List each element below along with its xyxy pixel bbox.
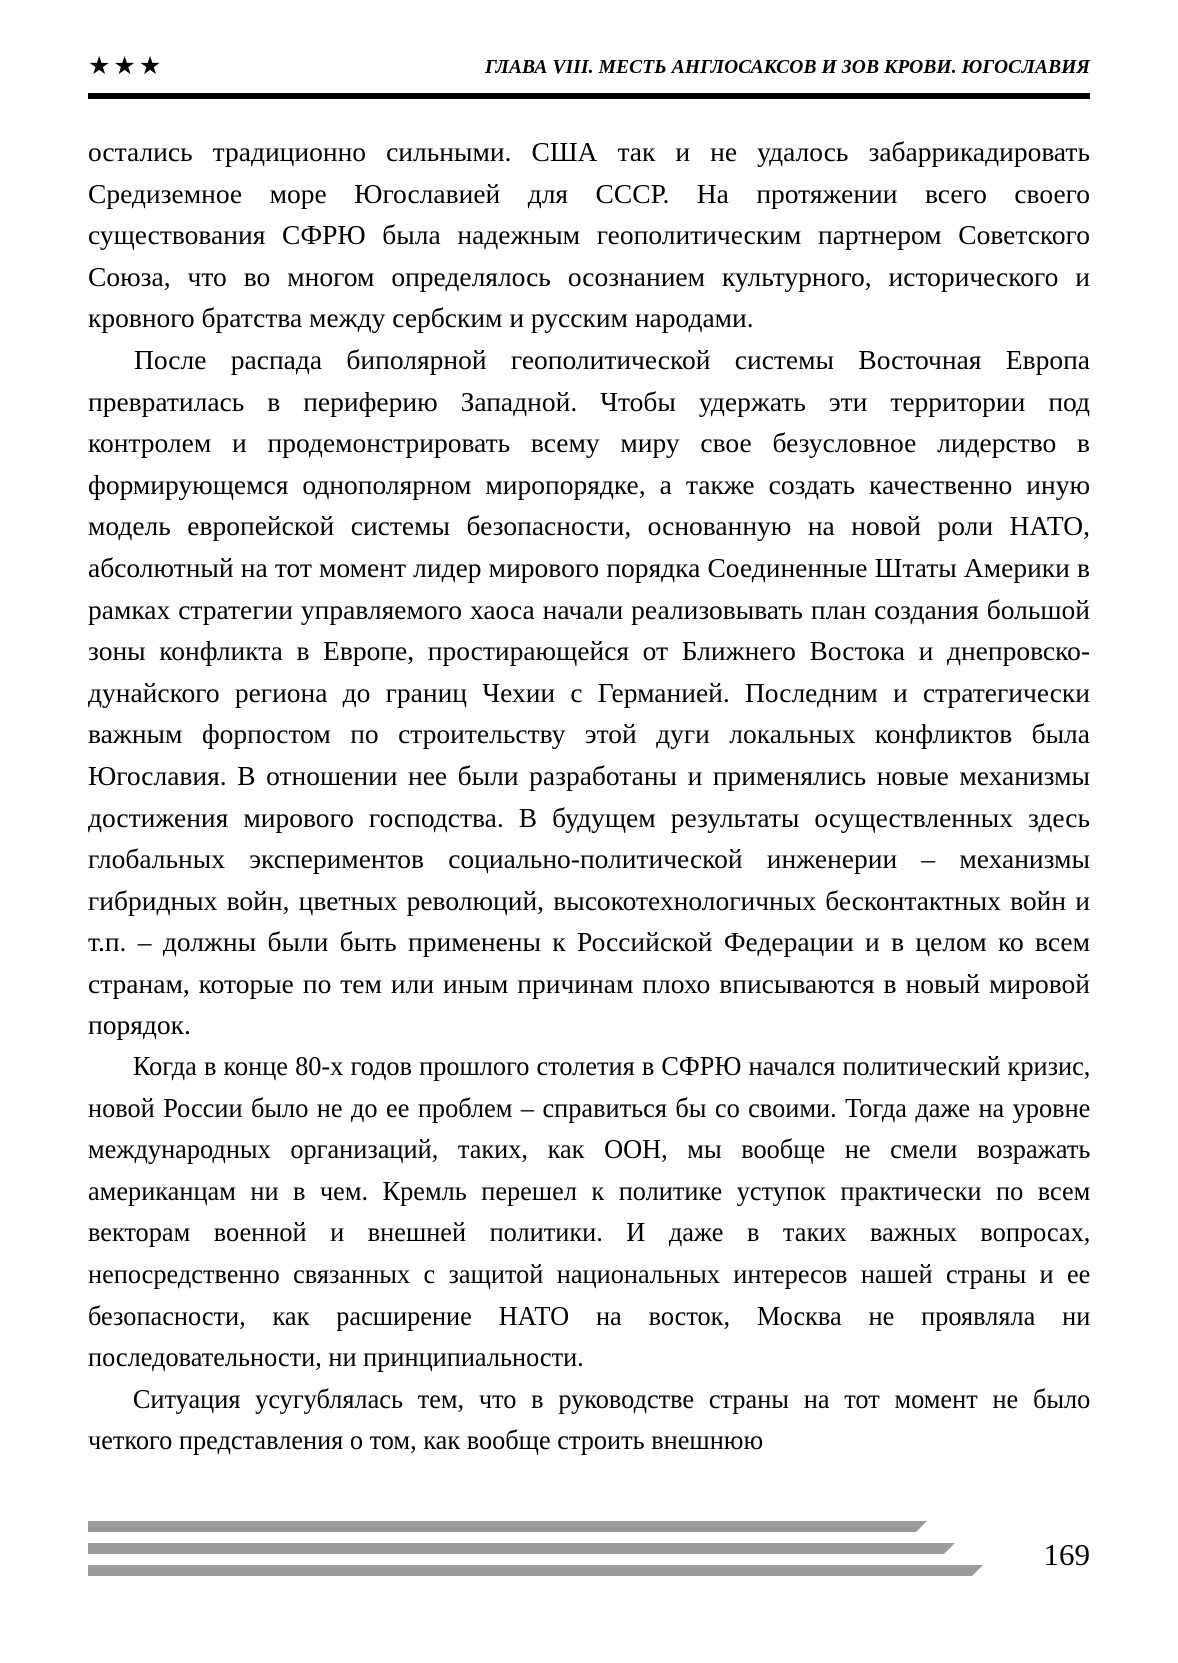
paragraph: Ситуация усугублялась тем, что в руководстве страны на тот момент не было четкого представления о том, как вообще строить внешнюю: [88, 1383, 1091, 1456]
header-divider: [88, 93, 1090, 99]
paragraph: остались традиционно сильными. США так и не удалось забаррикадировать Средиземное море Югославией для СССР. На протяжении всего своего существования СФРЮ была надежным геополитическим партнером Советского Союза, что во многом определялось осознанием культурного, исторического и кровного братства между сербским и русским народами.: [88, 136, 1090, 334]
footer-bar-1: [88, 1521, 916, 1532]
paragraph: После распада биполярной геополитической системы Восточная Европа превратилась в периферию Западной. Чтобы удержать эти территории под контролем и продемонстрировать всему миру свое безусловное лидерство в формирующемся однополярном миропорядке, а также создать качественно иную модель европейской системы безопасности, основанную на новой роли НАТО, абсолютный на тот момент лидер мирового порядка Соединенные Штаты Америки в рамках стратегии управляемого хаоса начали реализовывать план создания большой зоны конфликта в Европе, простирающейся от Ближнего Востока и днепровско-дунайского региона до границ Чехии с Германией. Последним и стратегически важным форпостом по строительству этой дуги локальных конфликтов была Югославия. В отношении нее были разработаны и применялись новые механизмы достижения мирового господства. В будущем результаты осуществленных здесь глобальных экспериментов социально-политической инженерии – механизмы гибридных войн, цветных революций, высокотехнологичных бесконтактных войн и т.п. – должны были быть применены к Российской Федерации и в целом ко всем странам, которые по тем или иным причинам плохо вписываются в новый мировой порядок.: [88, 343, 1090, 1041]
running-header: [88, 52, 1090, 98]
paragraph: Когда в конце 80-х годов прошлого столетия в СФРЮ начался политический кризис, новой России было не до ее проблем – справиться бы со своими. Тогда даже на уровне международных организаций, таких, как ООН, мы вообще не смели возражать американцам ни в чем. Кремль перешел к политике уступок практически по всем векторам военной и внешней политики. И даже в таких важных вопросах, непосредственно связанных с защитой национальных интересов нашей страны и ее безопасности, как расширение НАТО на восток, Москва не проявляла ни последовательности, ни принципиальности.: [88, 1051, 1091, 1373]
footer-ornament: [88, 1521, 1018, 1583]
footer-bar-2: [88, 1543, 944, 1554]
chapter-running-title: ГЛАВА VIII. МЕСТЬ АНГЛОСАКСОВ И ЗОВ КРОВИ. ЮГОСЛАВИЯ: [484, 57, 1090, 78]
page-number: 169: [1043, 1537, 1090, 1572]
page-footer: [88, 1521, 1090, 1591]
body-text-column: [88, 131, 1090, 1462]
star-ornament-icon: ★★★: [88, 53, 165, 80]
footer-bar-3: [88, 1565, 972, 1576]
